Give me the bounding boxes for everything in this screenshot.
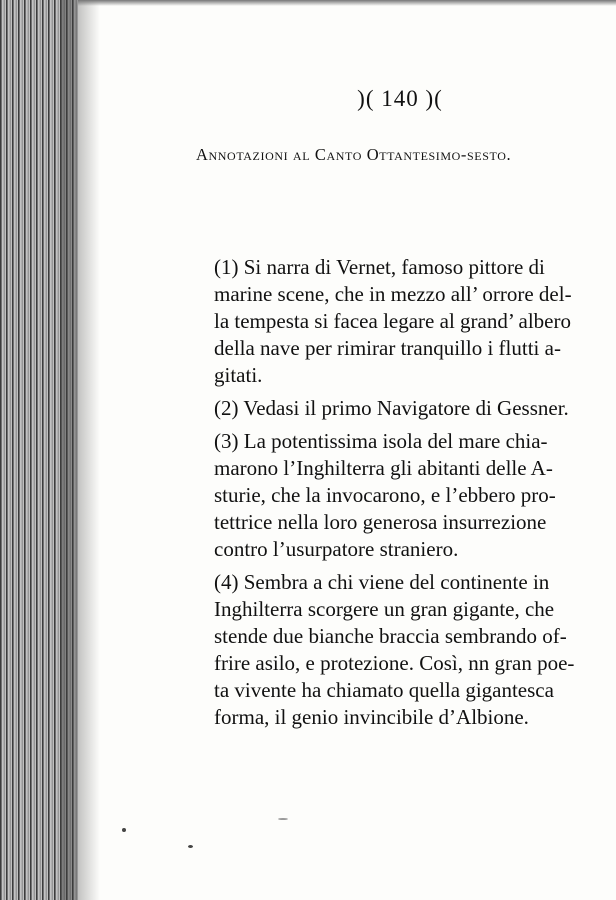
note-2 [186,395,596,422]
note-line: stende due bianche braccia sembrando of- [214,624,567,648]
note-line: sturie, che la invocarono, e l’ebbero pro- [214,483,556,507]
ink-speck [122,828,126,832]
ink-speck [278,818,288,820]
note-line: (1) Si narra di Vernet, famoso pittore di [214,255,545,279]
note-line: (3) La potentissima isola del mare chia- [214,429,548,453]
note-line: marono l’Inghilterra gli abitanti delle A- [214,456,553,480]
note-line: tettrice nella loro generosa insurrezione [214,510,547,534]
note-1 [186,254,596,389]
note-4 [186,569,596,731]
note-line: frire asilo, e protezione. Così, nn gran poe- [214,651,575,675]
note-line: della nave per rimirar tranquillo i flutti a- [214,336,561,360]
gutter-shadow [60,0,100,900]
note-line: ta vivente ha chiamato quella gigantesca [214,678,554,702]
note-line: forma, il genio invincibile d’Albione. [214,705,529,729]
note-line: gitati. [214,363,263,387]
note-line: la tempesta si facea legare al grand’ albero [214,309,571,333]
note-line: (2) Vedasi il primo Navigatore di Gessner. [214,396,569,420]
note-line: marine scene, che in mezzo all’ orrore del- [214,282,572,306]
section-heading: Annotazioni al Canto Ottantesimo-sesto. [196,145,512,164]
page-number: )( 140 )( [357,86,443,111]
ink-speck [188,845,193,848]
page-top-edge [78,0,616,6]
note-line: contro l’usurpatore straniero. [214,537,459,561]
note-3 [186,428,596,563]
annotations-body [186,254,596,737]
note-line: Inghilterra scorgere un gran gigante, che [214,597,555,621]
note-line: (4) Sembra a chi viene del continente in [214,570,550,594]
